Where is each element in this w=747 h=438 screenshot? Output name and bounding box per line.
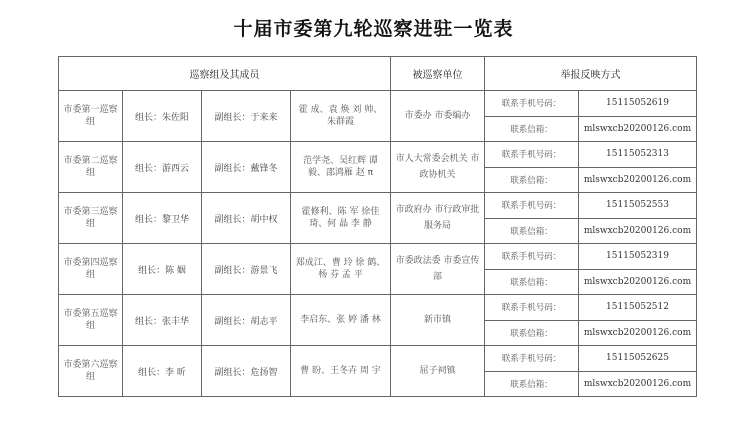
mail-address: mlswxcb20200126.com [579,371,697,397]
mail-label: 联系信箱： [485,371,579,397]
group-leader: 组长：陈 姻 [123,244,202,295]
mail-address: mlswxcb20200126.com [579,218,697,244]
mail-address: mlswxcb20200126.com [579,116,697,142]
header-row [59,57,697,91]
phone-number: 15115052619 [579,91,697,117]
mail-label: 联系信箱： [485,218,579,244]
group-name: 市委第四巡察组 [59,244,123,295]
phone-label: 联系手机号码： [485,193,579,219]
phone-label: 联系手机号码： [485,142,579,168]
header-unit: 被巡察单位 [391,57,485,91]
inspected-units: 市委办 市委编办 [391,91,485,142]
mail-address: mlswxcb20200126.com [579,269,697,295]
phone-number: 15115052512 [579,295,697,321]
table-row [59,193,697,219]
inspection-table [58,56,697,397]
phone-number: 15115052319 [579,244,697,270]
page-title: 十届市委第九轮巡察进驻一览表 [233,18,514,40]
group-members: 霍 成、袁 焕 刘 帅、朱群霞 [291,91,391,142]
inspected-units: 市政府办 市行政审批服务局 [391,193,485,244]
group-name: 市委第一巡察组 [59,91,123,142]
table-row [59,244,697,270]
group-leader: 组长：朱佐阳 [123,91,202,142]
table-row [59,142,697,168]
mail-address: mlswxcb20200126.com [579,167,697,193]
group-leader: 组长：李 昕 [123,346,202,397]
mail-label: 联系信箱： [485,167,579,193]
group-leader: 组长：黎卫华 [123,193,202,244]
group-deputy: 副组长：胡中权 [202,193,291,244]
group-deputy: 副组长：戴锋冬 [202,142,291,193]
group-leader: 组长：游西云 [123,142,202,193]
table-row [59,91,697,117]
header-group: 巡察组及其成员 [59,57,391,91]
group-members: 曹 盼、王冬卉 周 宇 [291,346,391,397]
phone-label: 联系手机号码： [485,244,579,270]
inspected-units: 市委政法委 市委宣传部 [391,244,485,295]
table-row [59,295,697,321]
header-report: 举报反映方式 [485,57,697,91]
mail-address: mlswxcb20200126.com [579,320,697,346]
group-deputy: 副组长：游景飞 [202,244,291,295]
phone-number: 15115052313 [579,142,697,168]
phone-number: 15115052553 [579,193,697,219]
group-members: 霍修利、陈 军 徐佳琦、何 晶 李 静 [291,193,391,244]
mail-label: 联系信箱： [485,320,579,346]
group-members: 范学尧、吴红辉 谭 毅、邵鸿雁 赵 π [291,142,391,193]
table-row [59,346,697,372]
group-name: 市委第五巡察组 [59,295,123,346]
group-leader: 组长：张丰华 [123,295,202,346]
group-deputy: 副组长：危扬智 [202,346,291,397]
group-deputy: 副组长：于来来 [202,91,291,142]
inspected-units: 市人大常委会机关 市政协机关 [391,142,485,193]
mail-label: 联系信箱： [485,116,579,142]
group-name: 市委第二巡察组 [59,142,123,193]
inspected-units: 屈子祠镇 [391,346,485,397]
group-name: 市委第三巡察组 [59,193,123,244]
phone-label: 联系手机号码： [485,91,579,117]
phone-label: 联系手机号码： [485,346,579,372]
phone-number: 15115052625 [579,346,697,372]
group-name: 市委第六巡察组 [59,346,123,397]
group-members: 郑成江、曹 玲 徐 鹤、杨 芬 孟 平 [291,244,391,295]
phone-label: 联系手机号码： [485,295,579,321]
group-members: 李启东、张 婷 潘 林 [291,295,391,346]
group-deputy: 副组长：胡志平 [202,295,291,346]
inspected-units: 新市镇 [391,295,485,346]
mail-label: 联系信箱： [485,269,579,295]
